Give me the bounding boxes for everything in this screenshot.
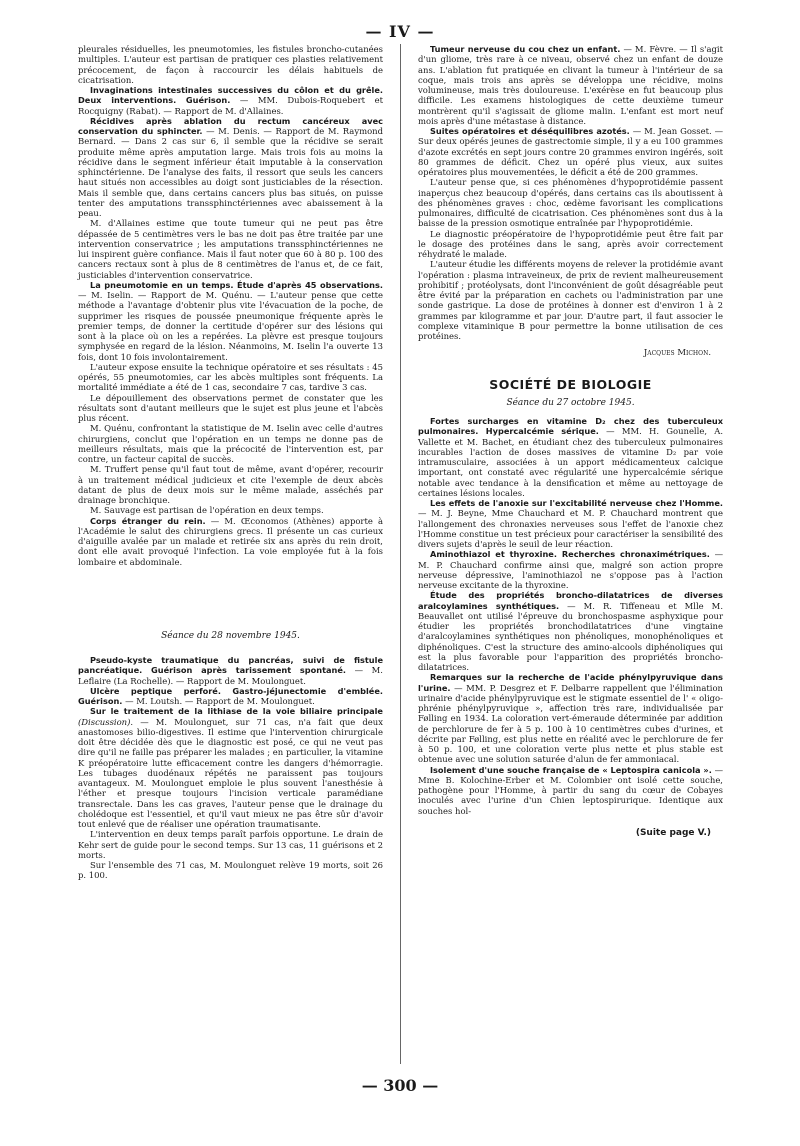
abstract-entry [418, 765, 723, 816]
page-header: — IV — [365, 22, 435, 41]
section-title: SOCIÉTÉ DE BIOLOGIE [489, 376, 652, 392]
entry-text: — M. J. Beyne, Mme Chauchard et M. P. Chauchard montrent que l'allongement des chronaxies nerveuses sous l'effet de l'anoxie chez l'Homme constitue un test précieux pour caractériser la sensibilité des divers sujets d'après le seuil de leur réaction. [418, 508, 723, 549]
abstract-entry [78, 516, 383, 567]
entry-text: — M. R. Tiffeneau et Mlle M. Beauvallet ont utilisé l'épreuve du bronchospasme asphyxique pour étudier les propriétés bronchodilatatrices d'une vingtaine d'aralcoylamines synthétiques non phénoliques, monophénoliques et diphénoliques. C'est la structure des amino-alcools diphénoliques qui est la plus favorable pour l'apparition des propriétés broncho-dilatatrices. [418, 600, 724, 672]
entry-text: — M. Denis. — Rapport de M. Raymond Bernard. — Dans 2 cas sur 6, il semble que la récidive se serait produite même après amputation large. Mais trois fois au moins la récidive dans le segment inférieur était imputable à la conservation sphinctérienne. De l'analyse des faits, il ressort que seuls les cancers haut situés non accessibles au doigt sont justiciables de la résection. Mais il semble que, dans certains cancers plus bas situés, on puisse tenter des amputations transsphinctériennes avec abaissement à la peau. [78, 126, 384, 218]
entry-text: — M. Leflaire (La Rochelle). — Rapport de M. Moulonguet. [78, 665, 383, 686]
paragraph: M. Sauvage est partisan de l'opération en deux temps. [90, 505, 324, 516]
entry-title: Sur le traitement de la lithiase de la voie biliaire principale [90, 706, 383, 717]
entry-discussion-tag: (Discussion). [78, 716, 134, 727]
abstract-entry [78, 655, 383, 686]
paragraph: L'auteur expose ensuite la technique opératoire et ses résultats : 45 opérés, 55 pneumotomies, car les abcès multiples sont fréquents. La mortalité immédiate a été de 1 cas, secondaire 7 cas, tardive 3 cas. [78, 361, 383, 393]
page-number: — 300 — [361, 1076, 439, 1095]
entry-title: Invaginations intestinales successives du côlon et du grêle. Deux interventions. Guérison. [78, 85, 383, 106]
entry-text: — M. P. Chauchard confirme ainsi que, malgré son action propre nerveuse dépressive, l'aminothiazol ne s'oppose pas à l'action nerveuse excitante de la thyroxine. [418, 549, 724, 590]
continued-notice: (Suite page V.) [635, 827, 711, 838]
column-divider [400, 44, 401, 1064]
entry-title: Aminothiazol et thyroxine. Recherches chronaximétriques. [430, 549, 710, 560]
entry-title: Remarques sur la recherche de l'acide phénylpyruvique dans l'urine. [418, 672, 723, 693]
entry-title: Pseudo-kyste traumatique du pancréas, suivi de fistule pancréatique. Guérison après tarissement spontané. [78, 655, 383, 676]
abstract-entry [418, 590, 723, 672]
right-column [418, 44, 723, 838]
paragraph: M. d'Allaines estime que toute tumeur qui ne peut pas être dépassée de 5 centimètres vers le bas ne doit pas être traitée par une intervention conservatrice ; les amputations transsphinctériennes ne lui inspirent guère confiance. Mais il faut noter que 60 à 80 p. 100 des cancers rectaux sont à plus de 8 centimètres de l'anus et, de ce fait, justiciables d'intervention conservatrice. [78, 218, 383, 280]
abstract-entry [78, 706, 383, 829]
abstract-entry [418, 126, 723, 177]
left-column [78, 44, 383, 881]
entry-text: — MM. P. Desgrez et F. Delbarre rappellent que l'élimination urinaire d'acide phénylpyruvique est le stigmate essentiel de l' « oligo-phrénie phénylpyruvique », affection très rare, individualisée par Følling en 1934. La coloration vert-émeraude déterminée par addition de perchlorure de fer à 5 p. 100 à 10 centimètres cubes d'urines, et décrite par Følling, est plus nette en réalité avec le perchlorure de fer à 50 p. 100, et une coloration verte plus nette et plus stable est obtenue avec une solution saturée d'alun de fer ammoniacal. [418, 682, 723, 765]
abstract-entry [78, 116, 383, 219]
abstract-entry [418, 498, 723, 549]
paragraph: L'intervention en deux temps paraît parfois opportune. Le drain de Kehr sert de guide pour le second temps. Sur 13 cas, 11 guérisons et 2 morts. [78, 829, 383, 860]
abstract-entry [418, 44, 723, 126]
paragraph: pleurales résiduelles, les pneumotomies, les fistules broncho-cutanées multiples. L'auteur est partisan de pratiquer ces plasties relativement précocement, de façon à raccourcir les délais habituels de cicatrisation. [78, 44, 383, 85]
entry-title: Fortes surcharges en vitamine D₂ chez des tuberculeux pulmonaires. Hypercalcémie sérique. [418, 416, 723, 437]
entry-text: — M. Iselin. — Rapport de M. Quénu. — L'auteur pense que cette méthode a l'avantage d'obtenir plus vite l'évacuation de la poche, de supprimer les risques de poussée pneumonique fréquente après le premier temps, de donner la certitude d'opérer sur des lésions qui sont à la place où on les a repérées. La plèvre est presque toujours symphysée en regard de la lésion. Néanmoins, M. Iselin l'a ouverte 13 fois, dont 10 fois involontairement. [78, 290, 383, 362]
paragraph: L'auteur étudie les différents moyens de relever la protidémie avant l'opération : plasma intraveineux, de prix de revient malheureusement prohibitif ; protéolysats, dont l'inconvénient de goût désagréable peut être évité par la préparation en cachets ou l'administration par une sonde gastrique. La dose de protéines à donner est d'environ 1 à 2 grammes par kilogramme et par jour. D'autre part, il faut associer le complexe vitaminique B pour permettre la bonne utilisation de ces protéines. [418, 259, 723, 341]
entry-title: Tumeur nerveuse du cou chez un enfant. [430, 44, 621, 54]
paragraph: M. Quénu, confrontant la statistique de M. Iselin avec celle d'autres chirurgiens, conclut que l'opération en un temps ne donne pas de meilleurs résultats, mais que la précocité de l'intervention est, par contre, un facteur capital de succès. [78, 423, 383, 464]
paragraph: M. Truffert pense qu'il faut tout de même, avant d'opérer, recourir à un traitement médical judicieux et cite l'exemple de deux abcès datant de plus de deux mois sur le même malade, asséchés par drainage bronchique. [78, 464, 383, 505]
author-signature: Jacques Michon. [643, 347, 711, 358]
entry-text: — M. Loutsh. — Rapport de M. Moulonguet. [125, 696, 315, 706]
paragraph: Sur l'ensemble des 71 cas, M. Moulonguet relève 19 morts, soit 26 p. 100. [78, 860, 383, 881]
abstract-entry [418, 416, 723, 498]
entry-title: Isolement d'une souche française de « Leptospira canicola ». [430, 764, 712, 775]
paragraph: Le diagnostic préopératoire de l'hypoprotidémie peut être fait par le dosage des protéines dans le sang, après avoir correctement réhydraté le malade. [418, 228, 723, 259]
entry-title: Les effets de l'anoxie sur l'excitabilité nerveuse chez l'Homme. [430, 498, 723, 508]
entry-text: — MM. Dubois-Roquebert et Rocquigny (Rabat). — Rapport de M. d'Allaines. [78, 95, 383, 116]
paragraph: L'auteur pense que, si ces phénomènes d'hypoprotidémie passent inaperçus chez beaucoup d'opérés, dans certains cas ils aboutissent à des phénomènes graves : choc, œdème favorisant les complications pulmonaires, difficulté de cicatrisation. Ces phénomènes sont dus à la baisse de la pression osmotique entraînée par l'hypoprotidémie. [418, 177, 723, 229]
entry-title: Ulcère peptique perforé. Gastro-jéjunectomie d'emblée. Guérison. [78, 685, 383, 706]
abstract-entry [418, 672, 723, 764]
entry-text: — M. Œconomos (Athènes) apporte à l'Académie le salut des chirurgiens grecs. Il présente un cas curieux d'aiguille avalée par un malade et retirée six ans après du rein droit, dont elle avait provoqué l'infection. La voie employée fut à la fois lombaire et abdominale. [78, 515, 384, 567]
entry-text: — M. Fèvre. — Il s'agit d'un gliome, très rare à ce niveau, observé chez un enfant de douze ans. L'ablation fut pratiquée en clivant la tumeur à l'intérieur de sa coque, mais trois ans après se développa une récidive, moins volumineuse, mais très douloureuse. L'exérèse en fut beaucoup plus difficile. Les examens histologiques de cette deuxième tumeur montrèrent qu'il s'agissait de gliome malin. L'enfant est mort neuf mois après d'une métastase à distance. [418, 44, 723, 126]
abstract-entry [418, 549, 723, 590]
entry-text: — MM. H. Gounelle, A. Vallette et M. Bachet, en étudiant chez des tuberculeux pulmonaires incurables l'action de doses massives de vitamine D₂ par voie intramusculaire, associées à un apport médicamenteux calcique important, ont constaté avec régularité une hypercalcémie sérique notable avec tendance à la densification et même au nettoyage de certaines lésions locales. [418, 426, 724, 498]
paragraph: Le dépouillement des observations permet de constater que les résultats sont d'autant meilleurs que le sujet est plus jeune et l'abcès plus récent. [78, 392, 383, 423]
entry-title: La pneumotomie en un temps. Étude d'après 45 observations. [90, 279, 383, 290]
session-date: Séance du 28 novembre 1945. [161, 630, 300, 641]
abstract-entry [78, 85, 383, 116]
abstract-entry [78, 686, 383, 707]
entry-title: Récidives après ablation du rectum cancéreux avec conservation du sphincter. [78, 115, 383, 136]
entry-text: — M. Moulonguet, sur 71 cas, n'a fait que deux anastomoses bilio-digestives. Il estime que l'intervention chirurgicale doit être décidée dès que le diagnostic est posé, ce qui ne veut pas dire qu'il ne faille pas préparer les malades ; en particulier, la vitamine K préopératoire lutte efficacement contre les dangers d'hémorragie. Les tubages duodénaux répétés ne paraissent pas toujours avantageux. M. Moulonguet emploie le plus souvent l'anesthésie à l'éther et presque toujours l'incision verticale paramédiane transrectale. Dans les cas graves, l'auteur pense que le drainage du cholédoque est l'essentiel, et qu'il vaut mieux ne pas être sûr d'avoir tout enlevé que de réaliser une opération traumatisante. [78, 716, 383, 829]
entry-text: — Mme B. Kolochine-Erber et M. Colombier ont isolé cette souche, pathogène pour l'Homme, à partir du sang du cœur de Cobayes inoculés avec l'urine d'un Chien leptospirurique. Identique aux souches hol- [418, 764, 723, 816]
abstract-entry [78, 280, 383, 362]
entry-title: Suites opératoires et déséquilibres azotés. [430, 126, 630, 136]
session-date: Séance du 27 octobre 1945. [506, 397, 635, 408]
entry-title: Étude des propriétés broncho-dilatatrices de diverses aralcoylamines synthétiques. [418, 590, 723, 611]
entry-title: Corps étranger du rein. [90, 515, 206, 526]
entry-text: — M. Jean Gosset. — Sur deux opérés jeunes de gastrectomie simple, il y a eu 100 grammes d'azote excrétés en sept jours contre 20 grammes environ ingérés, soit 80 grammes de déficit. Chez un opéré plus vieux, aux suites opératoires plus mouvementées, le déficit a été de 200 grammes. [418, 126, 724, 177]
